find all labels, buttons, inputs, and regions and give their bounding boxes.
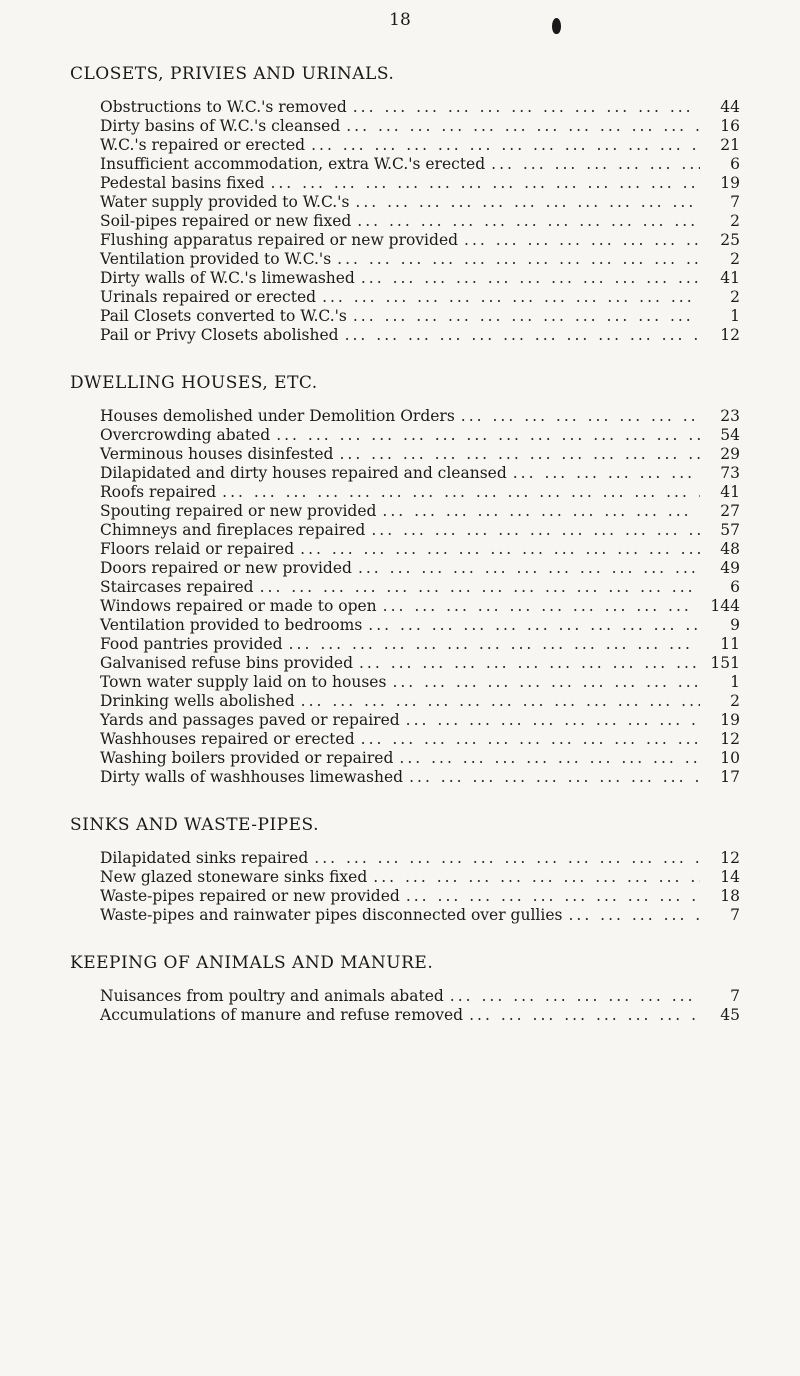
row-value: 57: [720, 521, 740, 539]
table-row: [100, 540, 740, 559]
table-row: [100, 445, 740, 464]
row-value: 44: [720, 98, 740, 116]
row-label: Staircases repaired: [100, 578, 254, 596]
row-label: Waste-pipes repaired or new provided: [100, 887, 400, 905]
row-label: Yards and passages paved or repaired: [100, 711, 400, 729]
dot-leader: [276, 426, 700, 445]
section-rows: [100, 98, 740, 345]
row-label: Doors repaired or new provided: [100, 559, 352, 577]
row-value: 14: [720, 868, 740, 886]
section-title: CLOSETS, PRIVIES AND URINALS.: [70, 64, 395, 84]
row-value: 6: [730, 578, 740, 596]
row-value: 25: [720, 231, 740, 249]
dot-leader: [568, 906, 700, 925]
dot-leader: [469, 1006, 700, 1025]
row-label: Accumulations of manure and refuse removed: [100, 1006, 464, 1024]
row-label: Washing boilers provided or repaired: [100, 749, 394, 767]
row-value: 2: [730, 288, 740, 306]
row-label: Washhouses repaired or erected: [100, 730, 355, 748]
row-value: 18: [720, 887, 740, 905]
row-label: Chimneys and fireplaces repaired: [100, 521, 366, 539]
row-value: 144: [710, 597, 740, 615]
table-row: [100, 730, 740, 749]
table-row: [100, 711, 740, 730]
row-value: 10: [720, 749, 740, 767]
section: [70, 953, 740, 1025]
dot-leader: [355, 193, 700, 212]
row-label: Roofs repaired: [100, 483, 217, 501]
table-row: [100, 307, 740, 326]
dot-leader: [406, 711, 700, 730]
table-row: [100, 502, 740, 521]
row-value: 7: [730, 906, 740, 924]
dot-leader: [491, 155, 700, 174]
row-value: 6: [730, 155, 740, 173]
dot-leader: [289, 635, 700, 654]
row-label: Pail or Privy Closets abolished: [100, 326, 339, 344]
table-row: [100, 1006, 740, 1025]
row-value: 151: [710, 654, 740, 672]
row-label: Town water supply laid on to houses: [100, 673, 387, 691]
table-row: [100, 868, 740, 887]
row-value: 48: [720, 540, 740, 558]
section-title: SINKS AND WASTE-PIPES.: [70, 815, 319, 835]
row-value: 54: [720, 426, 740, 444]
row-label: Urinals repaired or erected: [100, 288, 317, 306]
row-label: Dirty walls of W.C.'s limewashed: [100, 269, 355, 287]
dot-leader: [513, 464, 700, 483]
row-label: Dilapidated and dirty houses repaired and cleansed: [100, 464, 507, 482]
dot-leader: [358, 559, 700, 578]
page-number: 18: [389, 10, 411, 30]
dot-leader: [300, 540, 700, 559]
dot-leader: [301, 692, 700, 711]
row-value: 2: [730, 250, 740, 268]
section-rows: [100, 849, 740, 925]
row-label: Dilapidated sinks repaired: [100, 849, 309, 867]
row-value: 27: [720, 502, 740, 520]
table-row: [100, 597, 740, 616]
dot-leader: [359, 654, 700, 673]
row-value: 2: [730, 692, 740, 710]
row-label: Floors relaid or repaired: [100, 540, 295, 558]
row-label: Dirty basins of W.C.'s cleansed: [100, 117, 341, 135]
row-label: Flushing apparatus repaired or new provided: [100, 231, 459, 249]
table-row: [100, 559, 740, 578]
row-value: 7: [730, 193, 740, 211]
section-rows: [100, 407, 740, 787]
section: [70, 373, 740, 787]
table-row: [100, 193, 740, 212]
row-value: 16: [720, 117, 740, 135]
section-rows: [100, 987, 740, 1025]
row-value: 41: [720, 269, 740, 287]
dot-leader: [409, 768, 700, 787]
dot-leader: [345, 326, 700, 345]
row-value: 17: [720, 768, 740, 786]
row-value: 1: [730, 307, 740, 325]
row-label: Drinking wells abolished: [100, 692, 295, 710]
row-label: Food pantries provided: [100, 635, 283, 653]
table-row: [100, 578, 740, 597]
row-value: 7: [730, 987, 740, 1005]
dot-leader: [353, 307, 700, 326]
dot-leader: [270, 174, 700, 193]
table-row: [100, 407, 740, 426]
section: [70, 815, 740, 925]
row-label: Soil-pipes repaired or new fixed: [100, 212, 352, 230]
row-label: Pedestal basins fixed: [100, 174, 265, 192]
row-value: 41: [720, 483, 740, 501]
table-row: [100, 174, 740, 193]
dot-leader: [361, 269, 700, 288]
dot-leader: [337, 250, 700, 269]
row-value: 23: [720, 407, 740, 425]
row-label: Galvanised refuse bins provided: [100, 654, 353, 672]
table-row: [100, 654, 740, 673]
row-label: New glazed stoneware sinks fixed: [100, 868, 368, 886]
table-row: [100, 155, 740, 174]
table-row: [100, 987, 740, 1006]
table-row: [100, 768, 740, 787]
dot-leader: [373, 868, 700, 887]
table-row: [100, 231, 740, 250]
row-label: Insufficient accommodation, extra W.C.'s erected: [100, 155, 486, 173]
dot-leader: [371, 521, 700, 540]
document-body: [70, 64, 740, 1053]
section-title: DWELLING HOUSES, ETC.: [70, 373, 318, 393]
row-label: Obstructions to W.C.'s removed: [100, 98, 347, 116]
row-label: Waste-pipes and rainwater pipes disconnected over gullies: [100, 906, 563, 924]
row-value: 2: [730, 212, 740, 230]
row-label: Pail Closets converted to W.C.'s: [100, 307, 347, 325]
row-label: Ventilation provided to bedrooms: [100, 616, 363, 634]
dot-leader: [322, 288, 700, 307]
table-row: [100, 269, 740, 288]
dot-leader: [464, 231, 700, 250]
row-label: W.C.'s repaired or erected: [100, 136, 306, 154]
table-row: [100, 887, 740, 906]
row-value: 19: [720, 174, 740, 192]
table-row: [100, 692, 740, 711]
row-value: 73: [720, 464, 740, 482]
row-label: Nuisances from poultry and animals abated: [100, 987, 444, 1005]
dot-leader: [260, 578, 700, 597]
row-label: Ventilation provided to W.C.'s: [100, 250, 332, 268]
table-row: [100, 136, 740, 155]
table-row: [100, 906, 740, 925]
dot-leader: [450, 987, 700, 1006]
row-label: Spouting repaired or new provided: [100, 502, 377, 520]
row-value: 19: [720, 711, 740, 729]
row-value: 21: [720, 136, 740, 154]
row-label: Verminous houses disinfested: [100, 445, 334, 463]
dot-leader: [353, 98, 700, 117]
dot-leader: [222, 483, 700, 502]
row-label: Water supply provided to W.C.'s: [100, 193, 350, 211]
row-label: Houses demolished under Demolition Orders: [100, 407, 455, 425]
dot-leader: [339, 445, 700, 464]
row-value: 12: [720, 849, 740, 867]
row-value: 1: [730, 673, 740, 691]
table-row: [100, 635, 740, 654]
row-value: 29: [720, 445, 740, 463]
row-value: 12: [720, 730, 740, 748]
row-value: 45: [720, 1006, 740, 1024]
row-label: Dirty walls of washhouses limewashed: [100, 768, 404, 786]
table-row: [100, 117, 740, 136]
dot-leader: [314, 849, 700, 868]
table-row: [100, 212, 740, 231]
dot-leader: [368, 616, 700, 635]
table-row: [100, 250, 740, 269]
row-label: Overcrowding abated: [100, 426, 271, 444]
dot-leader: [311, 136, 700, 155]
table-row: [100, 464, 740, 483]
table-row: [100, 521, 740, 540]
dot-leader: [357, 212, 700, 231]
dot-leader: [399, 749, 700, 768]
section-title: KEEPING OF ANIMALS AND MANURE.: [70, 953, 434, 973]
dot-leader: [406, 887, 700, 906]
table-row: [100, 326, 740, 345]
dot-leader: [383, 597, 700, 616]
table-row: [100, 288, 740, 307]
table-row: [100, 426, 740, 445]
row-value: 11: [720, 635, 740, 653]
ink-blot: [552, 18, 561, 34]
section: [70, 64, 740, 345]
dot-leader: [361, 730, 700, 749]
table-row: [100, 849, 740, 868]
table-row: [100, 483, 740, 502]
table-row: [100, 616, 740, 635]
dot-leader: [392, 673, 700, 692]
dot-leader: [346, 117, 700, 136]
row-value: 9: [730, 616, 740, 634]
row-label: Windows repaired or made to open: [100, 597, 377, 615]
table-row: [100, 673, 740, 692]
dot-leader: [382, 502, 700, 521]
table-row: [100, 98, 740, 117]
row-value: 12: [720, 326, 740, 344]
dot-leader: [461, 407, 700, 426]
table-row: [100, 749, 740, 768]
row-value: 49: [720, 559, 740, 577]
